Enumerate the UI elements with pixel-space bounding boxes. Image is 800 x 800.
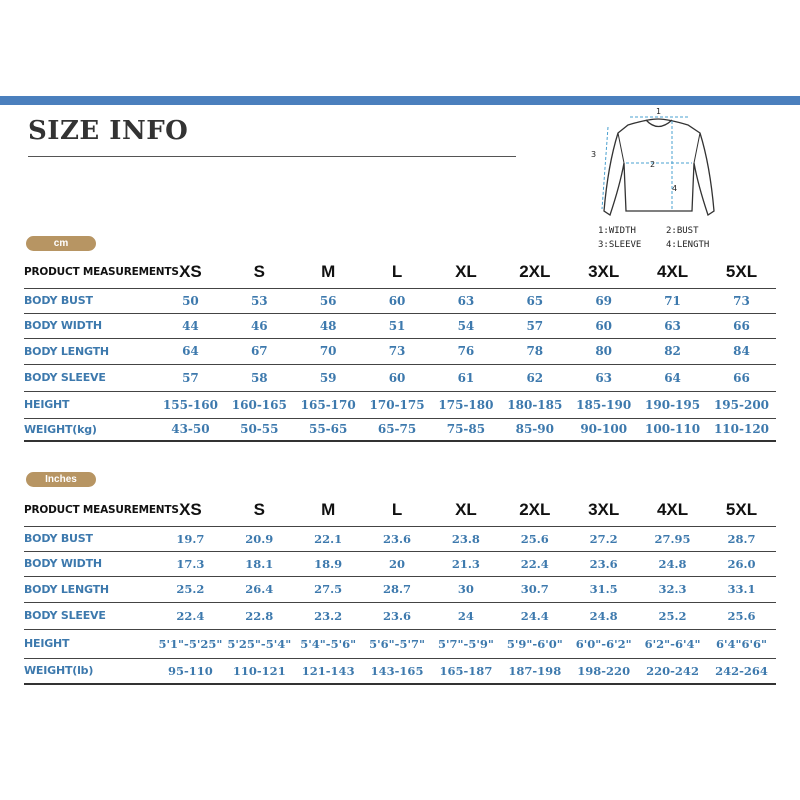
legend-sleeve: 3:SLEEVE [598, 240, 642, 250]
size-value: 5'9"-6'0" [500, 629, 569, 658]
table-row [24, 364, 776, 391]
size-value: 27.5 [294, 576, 363, 602]
row-label: BODY WIDTH [24, 313, 156, 338]
row-label: BODY SLEEVE [24, 602, 156, 629]
size-value: 25.6 [707, 602, 776, 629]
size-value: 242-264 [707, 658, 776, 684]
size-header: S [225, 494, 294, 526]
size-table-cm [24, 256, 776, 442]
size-value: 63 [638, 313, 707, 338]
size-value: 25.2 [156, 576, 225, 602]
table-row [24, 288, 776, 313]
size-value: 21.3 [432, 551, 501, 576]
size-value: 5'25"-5'4" [225, 629, 294, 658]
size-value: 76 [432, 338, 501, 364]
size-value: 110-121 [225, 658, 294, 684]
size-value: 31.5 [569, 576, 638, 602]
table-row [24, 526, 776, 551]
size-value: 22.1 [294, 526, 363, 551]
size-value: 26.0 [707, 551, 776, 576]
size-value: 220-242 [638, 658, 707, 684]
size-value: 23.6 [569, 551, 638, 576]
size-value: 24.8 [569, 602, 638, 629]
page-title: SIZE INFO [28, 116, 189, 146]
size-value: 69 [569, 288, 638, 313]
marker-4: 4 [672, 184, 678, 193]
size-value: 80 [569, 338, 638, 364]
row-label: HEIGHT [24, 391, 156, 418]
size-value: 57 [156, 364, 225, 391]
size-value: 90-100 [569, 418, 638, 441]
size-header: XS [156, 256, 225, 288]
size-value: 187-198 [500, 658, 569, 684]
row-label: WEIGHT(lb) [24, 658, 156, 684]
size-value: 25.6 [500, 526, 569, 551]
size-value: 30.7 [500, 576, 569, 602]
size-value: 20.9 [225, 526, 294, 551]
size-value: 6'0"-6'2" [569, 629, 638, 658]
size-value: 28.7 [707, 526, 776, 551]
size-value: 59 [294, 364, 363, 391]
size-value: 28.7 [363, 576, 432, 602]
size-value: 51 [363, 313, 432, 338]
size-value: 23.8 [432, 526, 501, 551]
header-product-measurements: PRODUCT MEASUREMENTS [24, 256, 156, 288]
size-value: 18.1 [225, 551, 294, 576]
size-value: 175-180 [432, 391, 501, 418]
size-value: 195-200 [707, 391, 776, 418]
size-value: 18.9 [294, 551, 363, 576]
size-value: 121-143 [294, 658, 363, 684]
size-value: 24.4 [500, 602, 569, 629]
size-value: 23.6 [363, 602, 432, 629]
row-label: BODY SLEEVE [24, 364, 156, 391]
size-header: XL [432, 494, 501, 526]
diagram-legend [598, 224, 709, 252]
size-value: 63 [432, 288, 501, 313]
size-value: 61 [432, 364, 501, 391]
table-row [24, 576, 776, 602]
size-value: 110-120 [707, 418, 776, 441]
row-label: BODY BUST [24, 288, 156, 313]
size-value: 165-187 [432, 658, 501, 684]
size-value: 71 [638, 288, 707, 313]
size-value: 50 [156, 288, 225, 313]
row-label: HEIGHT [24, 629, 156, 658]
size-header: 5XL [707, 256, 776, 288]
table-row [24, 658, 776, 684]
size-value: 53 [225, 288, 294, 313]
size-header: 4XL [638, 494, 707, 526]
size-value: 54 [432, 313, 501, 338]
size-value: 64 [156, 338, 225, 364]
size-value: 24 [432, 602, 501, 629]
size-value: 66 [707, 313, 776, 338]
size-value: 85-90 [500, 418, 569, 441]
size-value: 23.2 [294, 602, 363, 629]
size-value: 73 [707, 288, 776, 313]
size-value: 26.4 [225, 576, 294, 602]
table-row [24, 629, 776, 658]
marker-3: 3 [591, 150, 597, 159]
size-value: 62 [500, 364, 569, 391]
unit-badge-cm: cm [26, 236, 96, 251]
row-label: BODY BUST [24, 526, 156, 551]
row-label: BODY LENGTH [24, 338, 156, 364]
size-value: 198-220 [569, 658, 638, 684]
size-value: 190-195 [638, 391, 707, 418]
size-value: 5'7"-5'9" [432, 629, 501, 658]
row-label: BODY WIDTH [24, 551, 156, 576]
size-value: 65 [500, 288, 569, 313]
size-value: 25.2 [638, 602, 707, 629]
size-header: M [294, 256, 363, 288]
table-row [24, 418, 776, 441]
size-header: XS [156, 494, 225, 526]
size-value: 95-110 [156, 658, 225, 684]
size-value: 19.7 [156, 526, 225, 551]
header-product-measurements: PRODUCT MEASUREMENTS [24, 494, 156, 526]
legend-bust: 2:BUST [666, 226, 699, 236]
size-header: XL [432, 256, 501, 288]
size-value: 22.4 [500, 551, 569, 576]
size-header: S [225, 256, 294, 288]
size-value: 5'1"-5'25" [156, 629, 225, 658]
size-value: 165-170 [294, 391, 363, 418]
size-value: 63 [569, 364, 638, 391]
size-value: 160-165 [225, 391, 294, 418]
size-value: 84 [707, 338, 776, 364]
size-value: 27.2 [569, 526, 638, 551]
size-header: 5XL [707, 494, 776, 526]
marker-1: 1 [656, 107, 662, 116]
size-value: 70 [294, 338, 363, 364]
size-value: 60 [569, 313, 638, 338]
row-label: BODY LENGTH [24, 576, 156, 602]
size-value: 22.8 [225, 602, 294, 629]
size-header: 2XL [500, 256, 569, 288]
size-value: 32.3 [638, 576, 707, 602]
size-value: 55-65 [294, 418, 363, 441]
size-value: 185-190 [569, 391, 638, 418]
size-header: 3XL [569, 494, 638, 526]
size-value: 100-110 [638, 418, 707, 441]
table-row [24, 313, 776, 338]
size-value: 5'4"-5'6" [294, 629, 363, 658]
size-value: 65-75 [363, 418, 432, 441]
row-label: WEIGHT(kg) [24, 418, 156, 441]
unit-badge-inches: Inches [26, 472, 96, 487]
size-value: 180-185 [500, 391, 569, 418]
top-accent-bar [0, 96, 800, 105]
size-value: 20 [363, 551, 432, 576]
size-header: 4XL [638, 256, 707, 288]
size-value: 155-160 [156, 391, 225, 418]
size-value: 27.95 [638, 526, 707, 551]
shirt-outline-icon [604, 119, 714, 215]
size-value: 170-175 [363, 391, 432, 418]
size-header: M [294, 494, 363, 526]
size-value: 143-165 [363, 658, 432, 684]
size-value: 23.6 [363, 526, 432, 551]
size-value: 30 [432, 576, 501, 602]
size-value: 82 [638, 338, 707, 364]
size-value: 50-55 [225, 418, 294, 441]
title-underline [28, 156, 516, 157]
size-value: 22.4 [156, 602, 225, 629]
size-value: 73 [363, 338, 432, 364]
size-value: 24.8 [638, 551, 707, 576]
size-value: 60 [363, 364, 432, 391]
size-value: 56 [294, 288, 363, 313]
table-row [24, 338, 776, 364]
size-value: 75-85 [432, 418, 501, 441]
size-header: L [363, 256, 432, 288]
size-value: 60 [363, 288, 432, 313]
marker-2: 2 [650, 160, 656, 169]
legend-length: 4:LENGTH [666, 240, 710, 250]
size-header: L [363, 494, 432, 526]
size-value: 6'4"6'6" [707, 629, 776, 658]
size-value: 43-50 [156, 418, 225, 441]
size-value: 17.3 [156, 551, 225, 576]
size-value: 78 [500, 338, 569, 364]
size-value: 33.1 [707, 576, 776, 602]
legend-width: 1:WIDTH [598, 226, 636, 236]
size-value: 64 [638, 364, 707, 391]
size-value: 48 [294, 313, 363, 338]
size-value: 46 [225, 313, 294, 338]
table-row [24, 551, 776, 576]
size-value: 44 [156, 313, 225, 338]
size-header: 3XL [569, 256, 638, 288]
size-value: 58 [225, 364, 294, 391]
size-value: 67 [225, 338, 294, 364]
table-row [24, 391, 776, 418]
size-table-inches [24, 494, 776, 685]
size-value: 6'2"-6'4" [638, 629, 707, 658]
size-value: 66 [707, 364, 776, 391]
size-value: 57 [500, 313, 569, 338]
size-header: 2XL [500, 494, 569, 526]
size-value: 5'6"-5'7" [363, 629, 432, 658]
table-row [24, 602, 776, 629]
